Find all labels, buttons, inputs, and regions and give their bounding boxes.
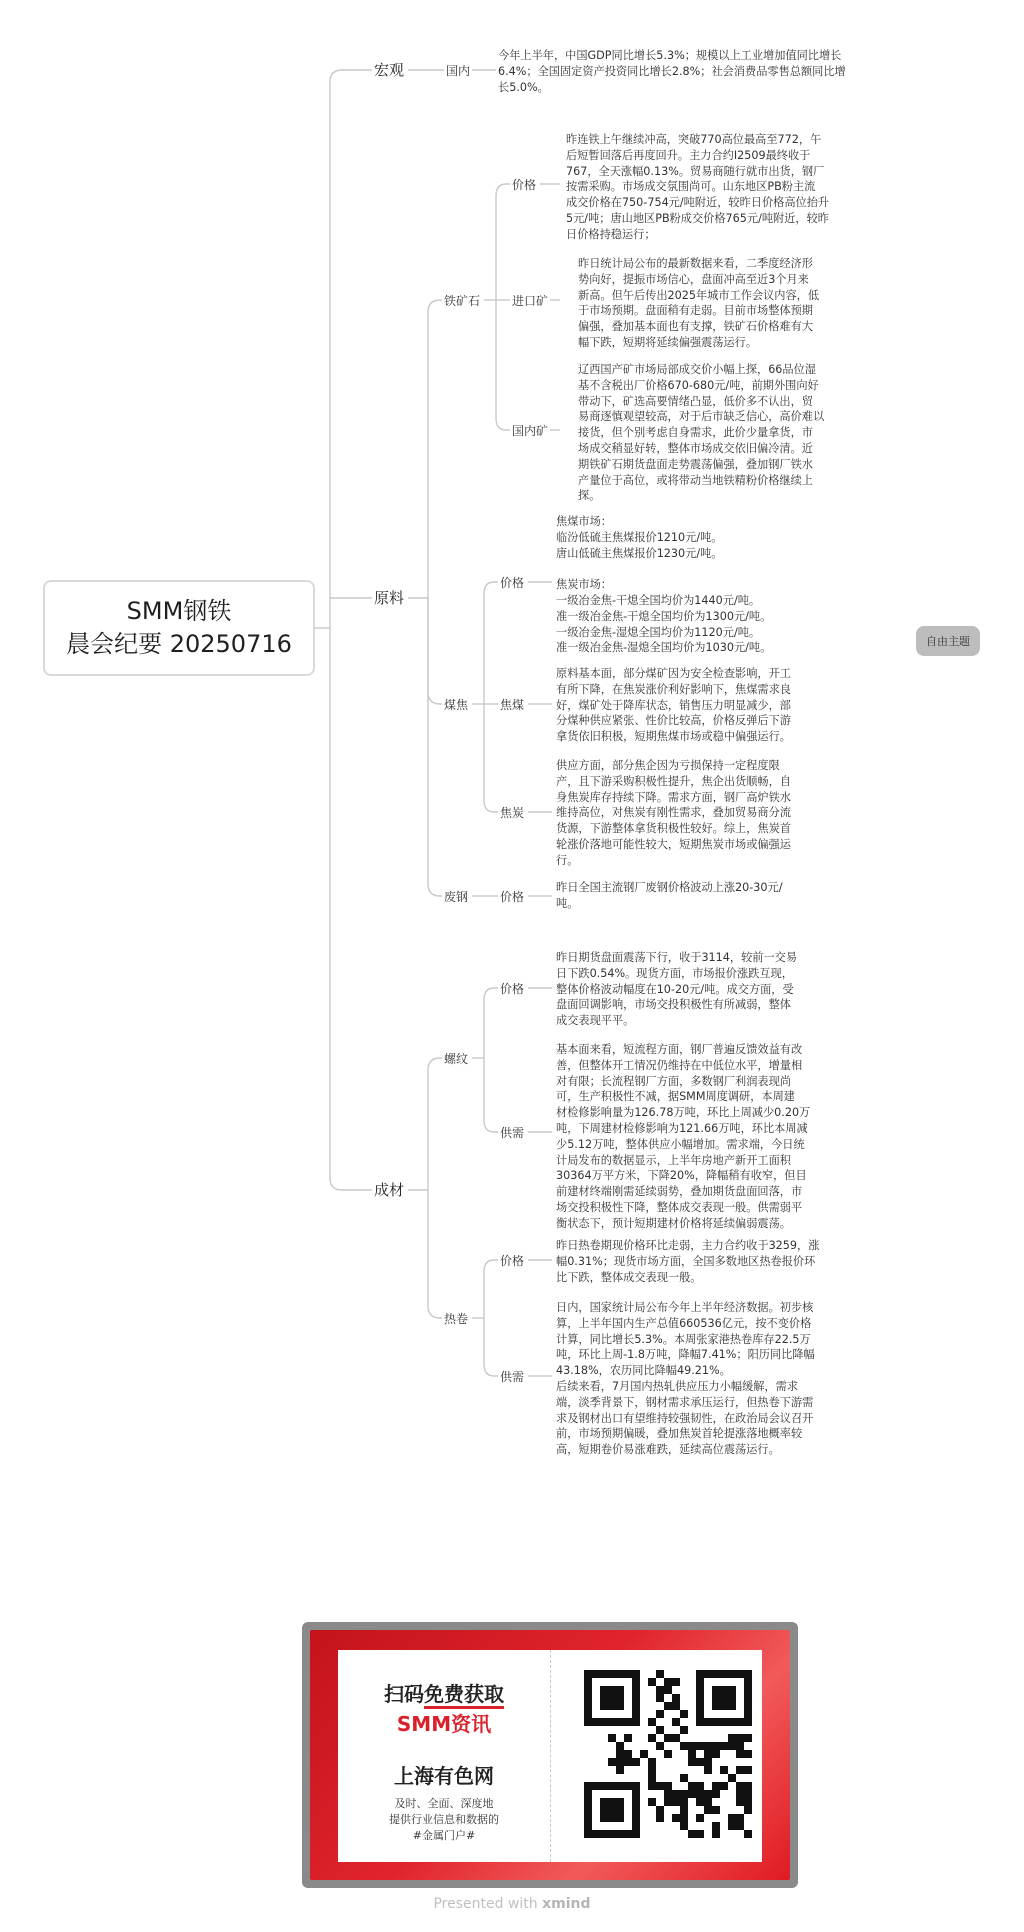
topic-iron-ore-price[interactable]: 价格 bbox=[512, 178, 537, 192]
topic-iron-ore-domestic[interactable]: 国内矿 bbox=[512, 424, 549, 438]
topic-hrc[interactable]: 热卷 bbox=[444, 1312, 469, 1326]
leaf-macro-domestic[interactable]: 今年上半年，中国GDP同比增长5.3%；规模以上工业增加值同比增长 6.4%；全国固定资产投资同比增长2.8%；社会消费品零售总额同比增 长5.0%。 bbox=[498, 49, 846, 94]
topic-hrc-supply[interactable]: 供需 bbox=[500, 1370, 525, 1384]
topic-raw-materials[interactable]: 原料 bbox=[374, 589, 405, 607]
leaf-rebar-price[interactable]: 昨日期货盘面震荡下行，收于3114，较前一交易 日下跌0.54%。现货方面，市场报价涨跌互现， 整体价格波动幅度在10-20元/吨。成交方面，受 盘面回调影响，市场交投积极性有所减弱，整体 成交表现平平。 bbox=[556, 951, 798, 1028]
leaf-iron-ore-domestic[interactable]: 辽西国产矿市场局部成交价小幅上探，66品位湿 基不含税出厂价格670-680元/吨，前期外围向好 带动下，矿选高要情绪凸显，低价多不认出，贸 易商逐慎观望较高，对于后市缺乏信心，高价难以 接货，但个别考虑自身需求，此价少量拿货，市 场成交稍显好转，整体市场成交依旧偏冷清。近 期铁矿石期货盘面走势震荡偏强，叠加钢厂铁水 产量位于高位，或将带动当地铁精粉价格继续上 探。 bbox=[578, 363, 825, 503]
topic-finished-products[interactable]: 成材 bbox=[374, 1181, 405, 1199]
topic-coke[interactable]: 焦炭 bbox=[500, 806, 525, 820]
promo-divider bbox=[550, 1650, 551, 1862]
leaf-coke[interactable]: 供应方面，部分焦企因为亏损保持一定程度限 产，且下游采购积极性提升，焦企出货顺畅，自 身焦炭库存持续下降。需求方面，钢厂高炉铁水 维持高位，对焦炭有刚性需求，叠加贸易商分流 货源，下游整体拿货积极性较好。综上，焦炭首 轮涨价落地可能性较大，短期焦炭市场或偏强运 行。 bbox=[556, 759, 791, 867]
promo-site-name: 上海有色网 bbox=[394, 1764, 494, 1788]
topic-coking-coal[interactable]: 焦煤 bbox=[500, 698, 525, 712]
promo-red-frame bbox=[310, 1630, 790, 1880]
footer-presented-with: Presented with xmind bbox=[433, 1896, 591, 1912]
promo-text-column bbox=[338, 1650, 550, 1862]
topic-rebar-price[interactable]: 价格 bbox=[500, 982, 525, 996]
leaf-scrap-price[interactable]: 昨日全国主流钢厂废钢价格波动上涨20-30元/ 吨。 bbox=[556, 881, 783, 910]
free-topic[interactable]: 自由主题 bbox=[916, 626, 980, 656]
promo-scan-heading: 扫码免费获取 bbox=[338, 1678, 550, 1707]
leaf-iron-ore-imported[interactable]: 昨日统计局公布的最新数据来看，二季度经济形 势向好，提振市场信心，盘面冲高至近3个月来 新高。但午后传出2025年城市工作会议内容，低 于市场预期。盘面稍有走弱。目前市场整体预期 偏强，叠加基本面也有支撑，铁矿石价格难有大 幅下跌，短期将延续偏强震荡运行。 bbox=[578, 257, 820, 349]
leaf-iron-ore-price[interactable]: 昨连铁上午继续冲高，突破770高位最高至772，午 后短暂回落后再度回升。主力合约I2509最终收于 767，全天涨幅0.13%。贸易商随行就市出货，钢厂 按需采购。市场成交氛围尚可。山东地区PB粉主流 成交价格在750-754元/吨附近，较昨日价格高位抬升 5元/吨；唐山地区PB粉成交价格765元/吨附近，较昨 日价格持稳运行； bbox=[566, 133, 830, 241]
topic-hrc-price[interactable]: 价格 bbox=[500, 1254, 525, 1268]
topic-iron-ore-imported[interactable]: 进口矿 bbox=[512, 294, 549, 308]
xmind-logo: xmind bbox=[542, 1896, 591, 1912]
leaf-hrc-supply[interactable]: 日内，国家统计局公布今年上半年经济数据。初步核 算，上半年国内生产总值660536亿元，按不变价格 计算，同比增长5.3%。本周张家港热卷库存22.5万 吨，环比上周-1.8万吨，降幅7.41%；阳历同比降幅 43.18%，农历同比降幅49.21%。 后续来看，7月国内热轧供应压力小幅缓解，需求 端，淡季背景下，钢材需求承压运行，但热卷下游需 求及钢材出口有望维持较强韧性，在政治局会议召开 前，市场预期偏暖，叠加焦炭首轮提涨落地概率较 高，短期卷价易涨难跌，延续高位震荡运行。 bbox=[556, 1301, 815, 1457]
root-topic[interactable] bbox=[43, 580, 315, 676]
promo-white-panel bbox=[338, 1650, 762, 1862]
leaf-coal-coke-price[interactable]: 焦煤市场： 临汾低硫主焦煤报价1210元/吨。 唐山低硫主焦煤报价1230元/吨。 焦炭市场： 一级冶金焦-干熄全国均价为1440元/吨。 准一级冶金焦-干熄全国均价为1300元/吨。 一级冶金焦-湿熄全国均价为1120元/吨。 准一级冶金焦-湿熄全国均价为1030元/吨。 bbox=[556, 515, 772, 655]
promo-card bbox=[302, 1622, 798, 1888]
promo-tagline: 及时、全面、深度地 提供行业信息和数据的 #金属门户# bbox=[389, 1797, 499, 1842]
qr-code-icon[interactable] bbox=[584, 1670, 752, 1838]
topic-scrap[interactable]: 废钢 bbox=[444, 890, 469, 904]
topic-coal-coke-price[interactable]: 价格 bbox=[500, 576, 525, 590]
topic-rebar[interactable]: 螺纹 bbox=[444, 1052, 469, 1066]
root-title-line2: 晨会纪要 20250716 bbox=[66, 630, 292, 658]
leaf-coking-coal[interactable]: 原料基本面，部分煤矿因为安全检查影响，开工 有所下降，在焦炭涨价利好影响下，焦煤需求良 好，煤矿处于降库状态，销售压力明显减少，部 分煤种供应紧张、性价比较高，价格反弹后下游 拿货依旧积极，短期焦煤市场或稳中偏强运行。 bbox=[556, 667, 791, 744]
topic-iron-ore[interactable]: 铁矿石 bbox=[444, 294, 481, 308]
leaf-rebar-supply[interactable]: 基本面来看，短流程方面，钢厂普遍反馈效益有改 善，但整体开工情况仍维持在中低位水平，增量相 对有限；长流程钢厂方面，多数钢厂利润表现尚 可，生产积极性不减，据SMM周度调研，本周建 材检修影响量为126.78万吨，环比上周减少0.20万 吨，下周建材检修影响为121.66万吨，环比本周减 少5.12万吨，整体供应小幅增加。需求端，今日统 计局发布的数据显示，上半年房地产新开工面积 30364万平方米，下降20%，降幅稍有收窄，但目 前建材终端刚需延续弱势，叠加期货盘面回落，市 场交投积极性下降，整体成交表现一般。供需弱平 衡状态下，预计短期建材价格将延续偏弱震荡。 bbox=[556, 1043, 811, 1230]
topic-coal-coke[interactable]: 煤焦 bbox=[444, 698, 469, 712]
topic-macro-domestic[interactable]: 国内 bbox=[446, 64, 471, 78]
root-title-line1: SMM钢铁 bbox=[126, 597, 232, 625]
topic-rebar-supply[interactable]: 供需 bbox=[500, 1126, 525, 1140]
leaf-hrc-price[interactable]: 昨日热卷期现价格环比走弱，主力合约收于3259，涨 幅0.31%；现货市场方面，全国多数地区热卷报价环 比下跌，整体成交表现一般。 bbox=[556, 1239, 820, 1284]
topic-macro[interactable]: 宏观 bbox=[374, 61, 405, 79]
topic-scrap-price[interactable]: 价格 bbox=[500, 890, 525, 904]
promo-smm-news: SMM资讯 bbox=[396, 1712, 492, 1736]
